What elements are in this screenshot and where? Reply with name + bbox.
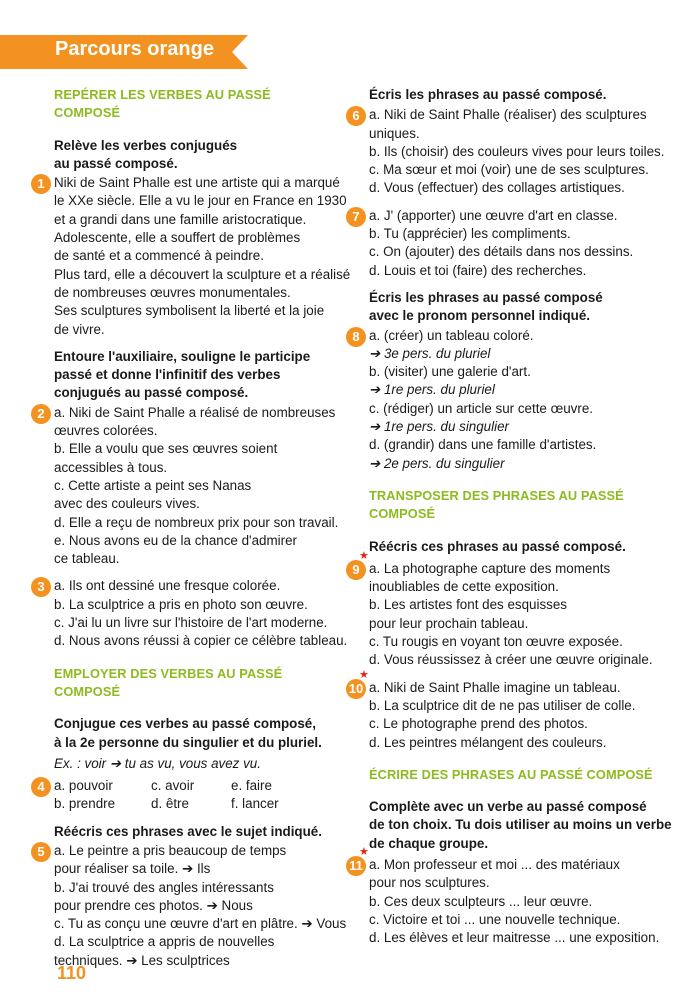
exercise-1: 1 Niki de Saint Phalle est une artiste qui a marqué le XXe siècle. Elle a vu le jour en France en 1930 et a grandi dans une famille aristocratique. Adolescente, elle a souffert de problèmes de santé et a commencé à peindre. Plus tard, elle a découvert la sculpture et a réalisé de nombreuses œuvres monumentales. Ses sculptures symbolisent la liberté et la joie de vivre. [54, 174, 339, 339]
banner-title: Parcours orange [55, 38, 214, 60]
exercise-number: 9 [346, 560, 366, 580]
difficulty-star-icon: ★ [359, 549, 369, 562]
example-line: Ex. : voir ➔ tu as vu, vous avez vu. [54, 755, 261, 771]
exercise-number: 7 [346, 207, 366, 227]
exercise-7: 7 a. J' (apporter) une œuvre d'art en classe. b. Tu (apprécier) les compliments. c. On (ajouter) des détails dans nos dessins. d. Louis et toi (faire) des recherches. [369, 207, 654, 280]
instruction: Réécris ces phrases au passé composé. [369, 538, 626, 554]
section-heading: ÉCRIRE DES PHRASES AU PASSÉ COMPOSÉ [369, 766, 653, 782]
section-banner [0, 35, 248, 69]
instruction: Réécris ces phrases avec le sujet indiqué. [54, 823, 322, 839]
exercise-number: 1 [31, 174, 51, 194]
exercise-number: 5 [31, 842, 51, 862]
exercise-number: 10 [346, 679, 366, 699]
instruction: Relève les verbes conjugués au passé composé. [54, 137, 238, 171]
section-heading: EMPLOYER DES VERBES AU PASSÉ COMPOSÉ [54, 665, 283, 699]
instruction: Écris les phrases au passé composé avec le pronom personnel indiqué. [369, 289, 603, 324]
instruction: Complète avec un verbe au passé composé de ton choix. Tu dois utiliser au moins un verbe de chaque groupe. [369, 799, 672, 851]
exercise-number: 4 [31, 777, 51, 797]
exercise-3: 3 a. Ils ont dessiné une fresque colorée. b. La sculptrice a pris en photo son œuvre. c. J'ai lu un livre sur l'histoire de l'art moderne. d. Nous avons réussi à copier ce célèbre tableau. [54, 577, 339, 650]
exercise-11: 11 ★ a. Mon professeur et moi ... des matériaux pour nos sculptures. b. Ces deux sculpteurs ... leur œuvre. c. Victoire et toi ... une nouvelle technique. d. Les élèves et leur maitresse ... une exposition. [369, 856, 654, 947]
exercise-8: 8 a. (créer) un tableau coloré. ➔ 3e pers. du pluriel b. (visiter) une galerie d'art. ➔ 1re pers. du pluriel c. (rédiger) un article sur cette œuvre. ➔ 1re pers. du singulier d. (grandir) dans une famille d'artistes. ➔ 2e pers. du singulier [369, 327, 654, 473]
difficulty-star-icon: ★ [359, 668, 369, 681]
exercise-number: 11 [346, 856, 366, 876]
instruction: Écris les phrases au passé composé. [369, 87, 607, 102]
exercise-number: 6 [346, 106, 366, 126]
section-heading: REPÉRER LES VERBES AU PASSÉ COMPOSÉ [54, 87, 271, 121]
instruction: Conjugue ces verbes au passé composé, à la 2e personne du singulier et du pluriel. [54, 716, 322, 750]
exercise-number: 8 [346, 327, 366, 347]
exercise-number: 2 [31, 404, 51, 424]
exercise-4: 4 a. pouvoir c. avoir e. faire b. prendre d. être f. lancer [54, 777, 339, 814]
right-column [348, 86, 672, 956]
left-column [37, 86, 351, 979]
section-heading: TRANSPOSER DES PHRASES AU PASSÉ COMPOSÉ [369, 487, 624, 522]
exercise-2: 2 a. Niki de Saint Phalle a réalisé de nombreuses œuvres colorées. b. Elle a voulu que ses œuvres soient accessibles à tous. c. Cette artiste a peint ses Nanas avec des couleurs vives. d. Elle a reçu de nombreux prix pour son travail. e. Nous avons eu de la chance d'admirer ce tableau. [54, 404, 339, 569]
instruction: Entoure l'auxiliaire, souligne le participe passé et donne l'infinitif des verbes conjugués au passé composé. [54, 348, 311, 401]
exercise-6: 6 a. Niki de Saint Phalle (réaliser) des sculptures uniques. b. Ils (choisir) des couleurs vives pour leurs toiles. c. Ma sœur et moi (voir) une de ses sculptures. d. Vous (effectuer) des collages artistiques. [369, 106, 654, 197]
exercise-number: 3 [31, 577, 51, 597]
page-number: 110 [57, 963, 87, 983]
exercise-10: 10 ★ a. Niki de Saint Phalle imagine un tableau. b. La sculptrice dit de ne pas utiliser de colle. c. Le photographe prend des photos. d. Les peintres mélangent des couleurs. [369, 679, 654, 752]
difficulty-star-icon: ★ [359, 845, 369, 858]
exercise-9: 9 ★ a. La photographe capture des moments inoubliables de cette exposition. b. Les artistes font des esquisses pour leur prochain tableau. c. Tu rougis en voyant ton œuvre exposée. d. Vous réussissez à créer une œuvre originale. [369, 560, 654, 670]
exercise-5: 5 a. Le peintre a pris beaucoup de temps pour réaliser sa toile. ➔ Ils b. J'ai trouvé des angles intéressants pour prendre ces photos. ➔ Nous c. Tu as conçu une œuvre d'art en plâtre. ➔ Vous d. La sculptrice a appris de nouvelles techniques. ➔ Les sculptrices [54, 842, 339, 970]
